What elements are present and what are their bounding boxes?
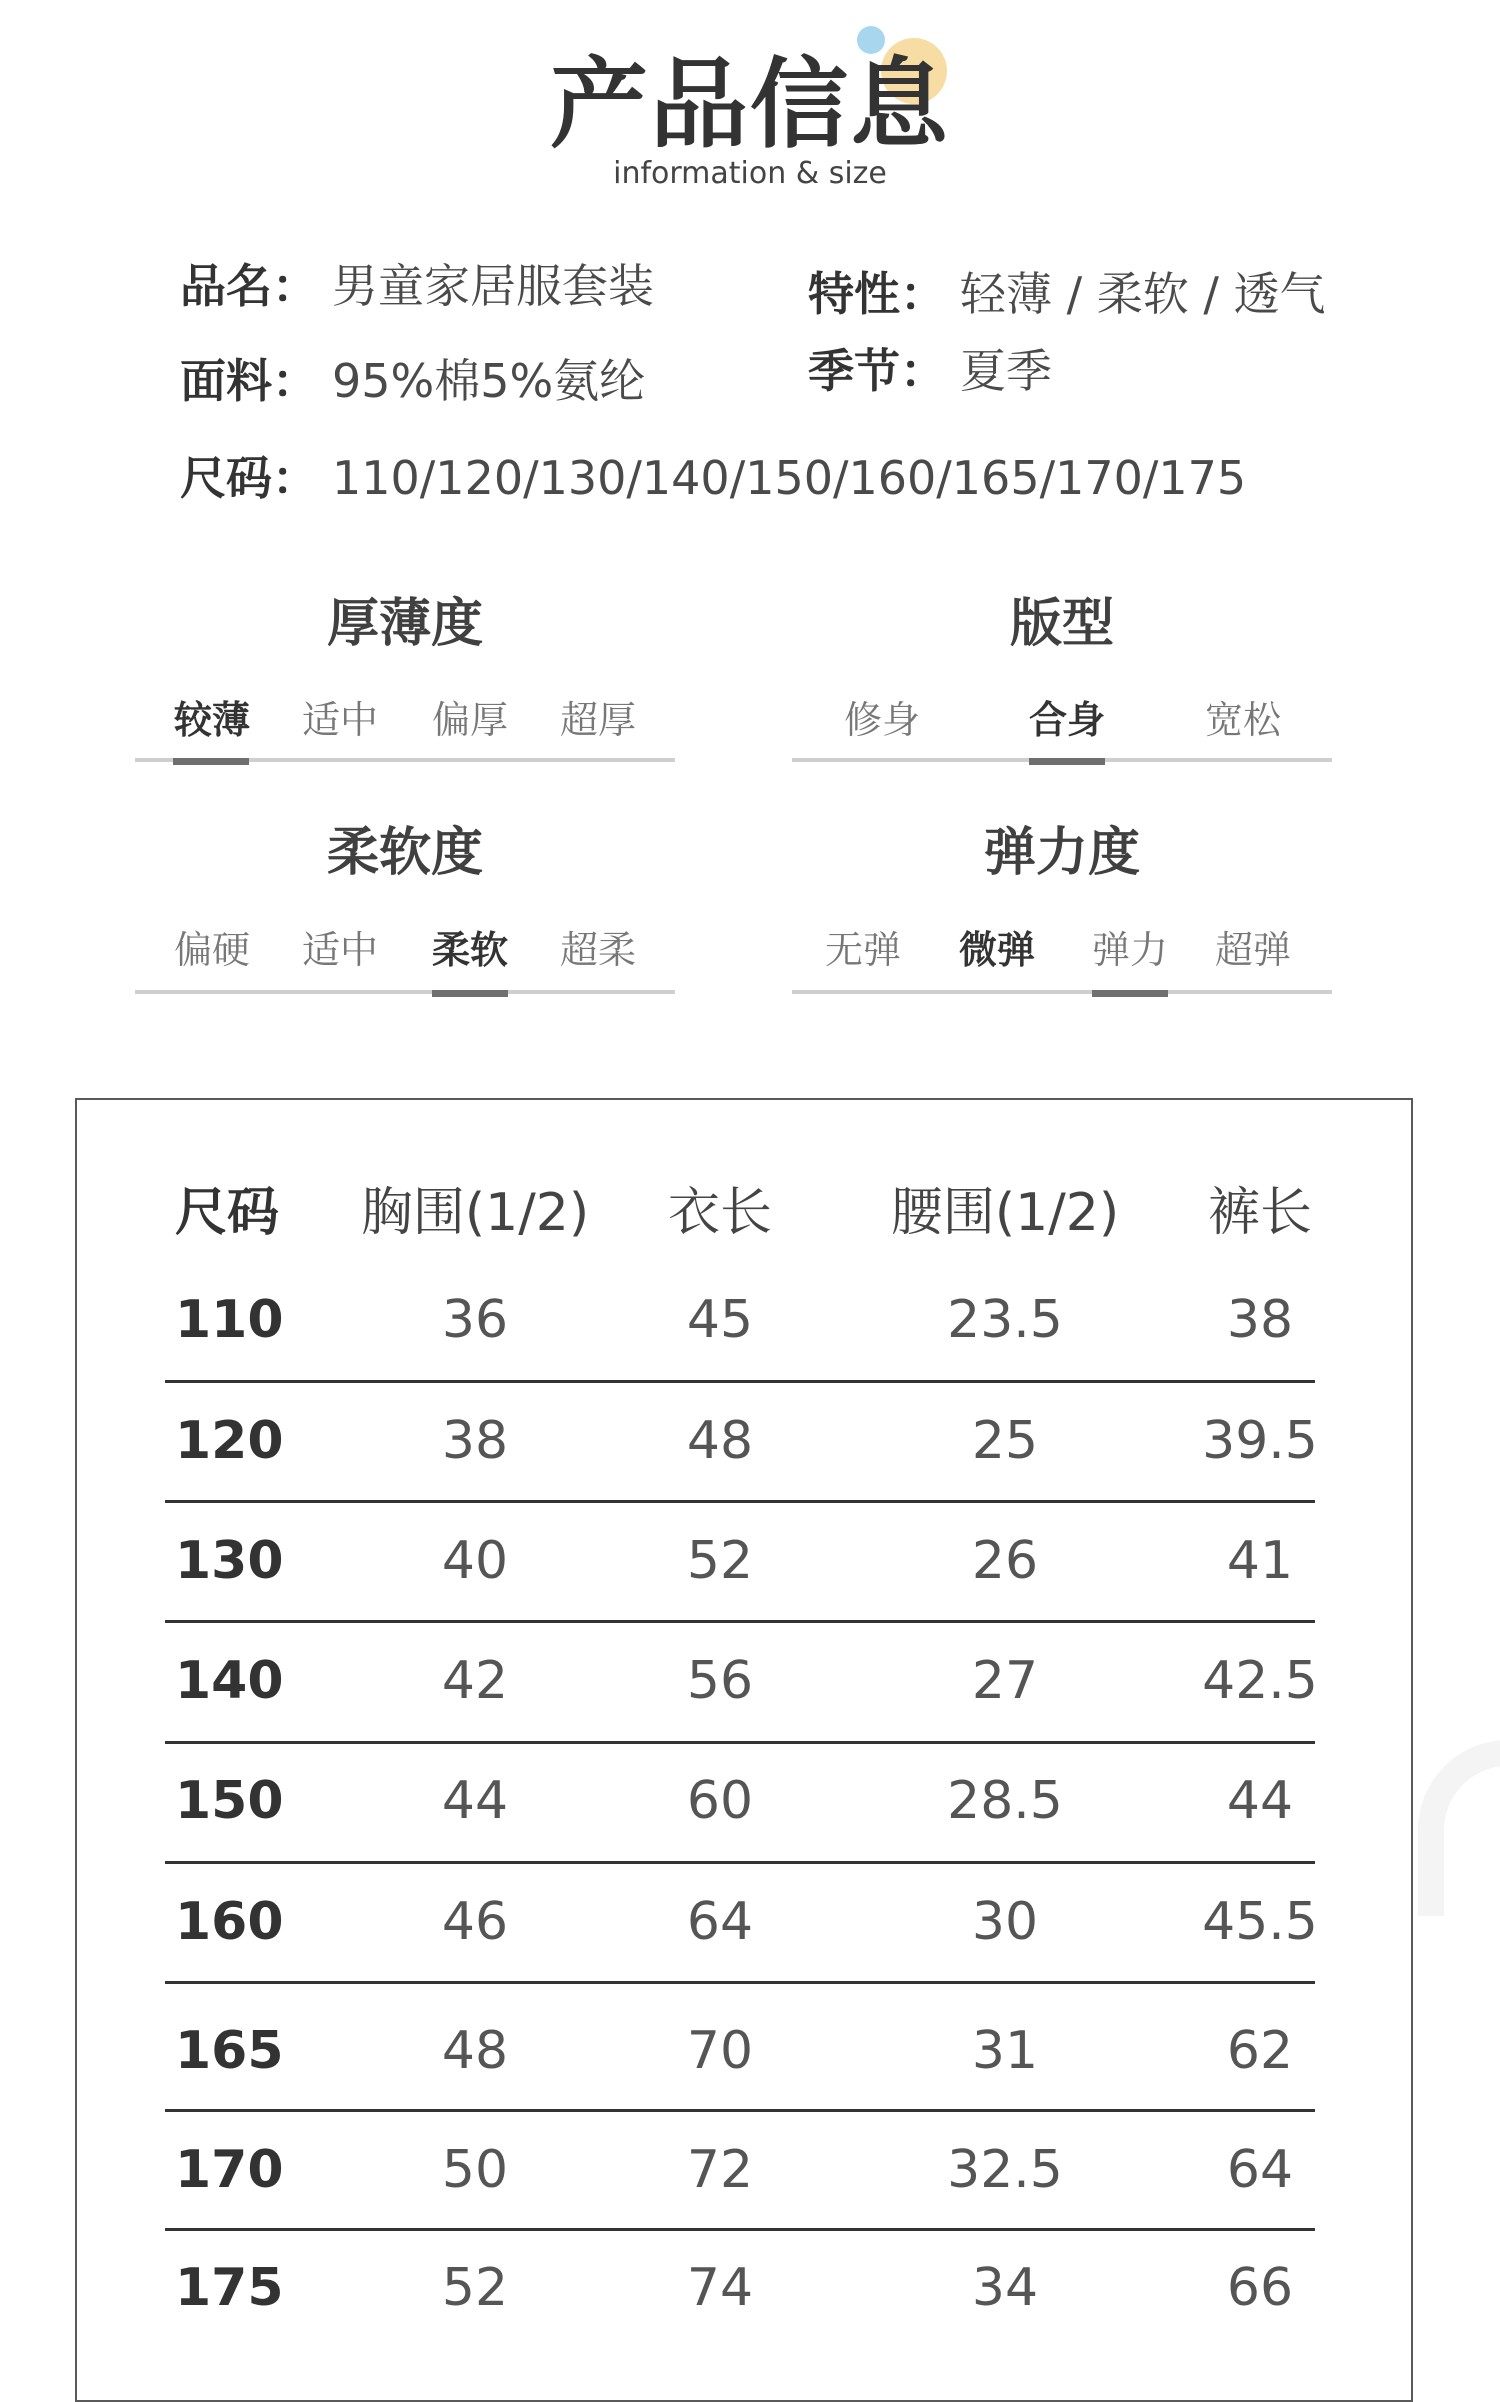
- info-value: 110/120/130/140/150/160/165/170/175: [332, 451, 1247, 505]
- table-cell: 36: [441, 1290, 509, 1350]
- table-cell: 52: [686, 1531, 754, 1591]
- scale-track: [792, 990, 1332, 994]
- info-value: 男童家居服套装: [332, 259, 654, 313]
- info-label: 面料: [180, 354, 272, 408]
- scale-selected-marker: [1092, 990, 1168, 997]
- table-cell: 39.5: [1202, 1411, 1318, 1471]
- scale-option: 无弹: [824, 928, 901, 972]
- info-colon: ：: [272, 259, 318, 313]
- table-cell: 64: [1226, 2140, 1294, 2200]
- scale-option: 较薄: [173, 698, 250, 742]
- scale-selected-marker: [1029, 758, 1105, 765]
- table-cell: 41: [1226, 1531, 1294, 1591]
- table-cell: 38: [441, 1411, 509, 1471]
- table-header-cell: 腰围(1/2): [890, 1183, 1120, 1243]
- info-feature: [808, 266, 1325, 322]
- table-cell: 170: [175, 2140, 284, 2200]
- table-cell: 74: [686, 2258, 754, 2318]
- table-header-cell: 裤长: [1207, 1183, 1312, 1243]
- table-header-cell: 衣长: [667, 1183, 772, 1243]
- table-row-divider: [165, 1741, 1315, 1744]
- scale-option: 柔软: [431, 928, 508, 972]
- scale-option: 微弹: [958, 928, 1035, 972]
- table-cell: 31: [971, 2021, 1039, 2081]
- table-cell: 44: [1226, 1771, 1294, 1831]
- info-season: [808, 343, 1052, 399]
- info-value: 轻薄 / 柔软 / 透气: [960, 267, 1326, 321]
- scale-title-thickness: 厚薄度: [326, 594, 483, 654]
- table-row-divider: [165, 1861, 1315, 1864]
- decorative-arc-icon: [1418, 1740, 1500, 1916]
- table-cell: 62: [1226, 2021, 1294, 2081]
- table-row-divider: [165, 1380, 1315, 1383]
- table-cell: 150: [175, 1771, 284, 1831]
- scale-option: 偏厚: [431, 698, 508, 742]
- scale-option: 宽松: [1204, 698, 1281, 742]
- scale-title-softness: 柔软度: [326, 823, 483, 883]
- info-fabric: [180, 353, 645, 409]
- table-cell: 64: [686, 1892, 754, 1952]
- info-label: 品名: [180, 259, 272, 313]
- table-cell: 130: [175, 1531, 284, 1591]
- scale-option: 合身: [1028, 698, 1105, 742]
- table-cell: 42: [441, 1651, 509, 1711]
- scale-option: 超弹: [1214, 928, 1291, 972]
- table-row-divider: [165, 2109, 1315, 2112]
- table-row-divider: [165, 1500, 1315, 1503]
- scale-title-elasticity: 弹力度: [983, 823, 1140, 883]
- table-cell: 44: [441, 1771, 509, 1831]
- table-cell: 27: [971, 1651, 1039, 1711]
- info-colon: ：: [900, 344, 946, 398]
- table-cell: 38: [1226, 1290, 1294, 1350]
- table-cell: 48: [441, 2021, 509, 2081]
- info-colon: ：: [272, 354, 318, 408]
- scale-option: 偏硬: [173, 928, 250, 972]
- table-cell: 52: [441, 2258, 509, 2318]
- table-cell: 34: [971, 2258, 1039, 2318]
- page-subtitle: information & size: [613, 156, 887, 191]
- info-colon: ：: [272, 451, 318, 505]
- table-cell: 42.5: [1202, 1651, 1318, 1711]
- table-cell: 26: [971, 1531, 1039, 1591]
- table-cell: 70: [686, 2021, 754, 2081]
- table-cell: 140: [175, 1651, 284, 1711]
- info-value: 夏季: [960, 344, 1052, 398]
- table-cell: 45.5: [1202, 1892, 1318, 1952]
- scale-option: 超柔: [559, 928, 636, 972]
- table-cell: 50: [441, 2140, 509, 2200]
- scale-option: 超厚: [559, 698, 636, 742]
- table-cell: 46: [441, 1892, 509, 1952]
- table-cell: 175: [175, 2258, 284, 2318]
- table-cell: 28.5: [947, 1771, 1063, 1831]
- table-cell: 120: [175, 1411, 284, 1471]
- table-cell: 66: [1226, 2258, 1294, 2318]
- info-size: [180, 450, 1246, 506]
- table-cell: 56: [686, 1651, 754, 1711]
- info-label: 尺码: [180, 451, 272, 505]
- scale-option: 修身: [843, 698, 920, 742]
- table-cell: 60: [686, 1771, 754, 1831]
- scale-option: 适中: [301, 928, 378, 972]
- table-cell: 32.5: [947, 2140, 1063, 2200]
- info-label: 季节: [808, 344, 900, 398]
- info-value: 95%棉5%氨纶: [332, 354, 646, 408]
- table-cell: 25: [971, 1411, 1039, 1471]
- scale-title-fit: 版型: [1009, 594, 1114, 654]
- table-cell: 72: [686, 2140, 754, 2200]
- table-cell: 110: [175, 1290, 284, 1350]
- table-cell: 165: [175, 2021, 284, 2081]
- table-header-cell: 胸围(1/2): [360, 1183, 590, 1243]
- table-cell: 40: [441, 1531, 509, 1591]
- table-row-divider: [165, 1620, 1315, 1623]
- table-row-divider: [165, 2228, 1315, 2231]
- table-cell: 45: [686, 1290, 754, 1350]
- page-title: 产品信息: [549, 48, 950, 162]
- scale-option: 弹力: [1091, 928, 1168, 972]
- info-label: 特性: [808, 267, 900, 321]
- info-product-name: [180, 258, 654, 314]
- scale-track: [135, 990, 675, 994]
- table-cell: 23.5: [947, 1290, 1063, 1350]
- table-row-divider: [165, 1981, 1315, 1984]
- scale-selected-marker: [173, 758, 249, 765]
- table-header-cell: 尺码: [175, 1183, 280, 1243]
- table-cell: 30: [971, 1892, 1039, 1952]
- scale-option: 适中: [301, 698, 378, 742]
- table-cell: 48: [686, 1411, 754, 1471]
- scale-selected-marker: [432, 990, 508, 997]
- info-colon: ：: [900, 267, 946, 321]
- table-cell: 160: [175, 1892, 284, 1952]
